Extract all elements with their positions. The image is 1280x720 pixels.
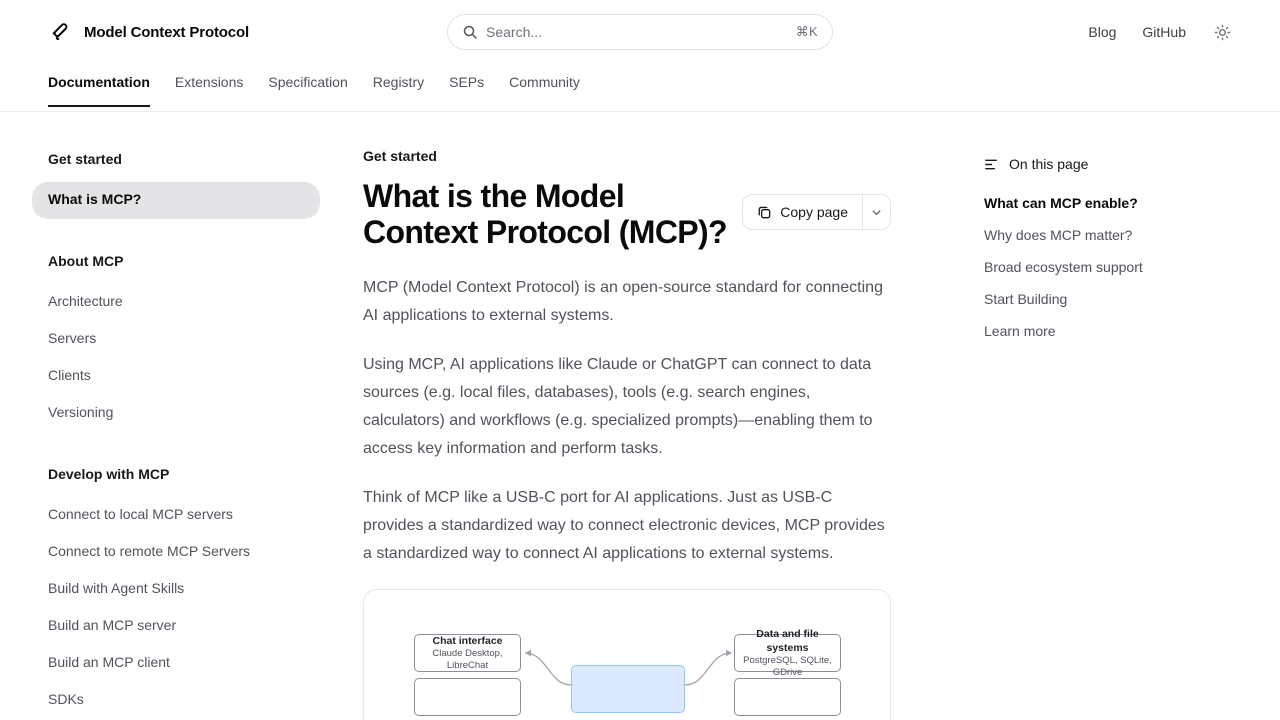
sidebar-item-connect-remote[interactable]: Connect to remote MCP Servers xyxy=(48,543,251,559)
toc-icon xyxy=(984,157,999,172)
sidebar-item-servers[interactable]: Servers xyxy=(48,330,97,346)
diagram-box-subtitle: Claude Desktop, LibreChat xyxy=(432,648,503,671)
mcp-architecture-diagram xyxy=(363,589,891,720)
copy-page-split-button xyxy=(742,194,891,230)
content-layout xyxy=(0,112,1280,720)
copy-icon xyxy=(757,205,772,220)
blog-link[interactable]: Blog xyxy=(1088,24,1117,40)
toc-title: On this page xyxy=(1009,156,1089,172)
sidebar xyxy=(32,112,320,719)
diagram-box-mcp-center xyxy=(571,665,685,713)
header-links xyxy=(1088,22,1232,42)
tab-community[interactable]: Community xyxy=(509,74,580,90)
diagram-box-cutoff-left xyxy=(414,678,521,716)
breadcrumb-eyebrow: Get started xyxy=(363,148,437,164)
paragraph-usb-c: Think of MCP like a USB-C port for AI applications. Just as USB-C provides a standardized way to connect electronic devices, MCP provides a standardized way to connect AI applications to external systems. xyxy=(363,489,885,562)
diagram-box-title: Data and file systems xyxy=(756,628,819,654)
search-box[interactable] xyxy=(447,14,833,50)
diagram-box-title: Chat interface xyxy=(432,635,503,647)
sidebar-item-agent-skills[interactable]: Build with Agent Skills xyxy=(48,580,185,596)
brand[interactable] xyxy=(48,19,249,45)
sidebar-item-build-client[interactable]: Build an MCP client xyxy=(48,654,170,670)
page-title: What is the Model Context Protocol (MCP)? xyxy=(363,178,727,250)
copy-page-button[interactable] xyxy=(743,195,862,229)
tab-documentation[interactable]: Documentation xyxy=(48,64,150,106)
github-link[interactable]: GitHub xyxy=(1142,24,1186,40)
sidebar-section-get-started: Get started xyxy=(48,151,122,167)
paragraph-intro: MCP (Model Context Protocol) is an open-source standard for connecting AI applications to external systems. xyxy=(363,279,883,324)
primary-nav xyxy=(0,64,1280,112)
sidebar-item-what-is-mcp[interactable]: What is MCP? xyxy=(32,182,320,219)
search-input[interactable] xyxy=(486,24,788,40)
sidebar-item-versioning[interactable]: Versioning xyxy=(48,404,114,420)
sidebar-section-about-mcp: About MCP xyxy=(48,253,124,269)
tab-registry[interactable]: Registry xyxy=(372,74,425,90)
chevron-down-icon xyxy=(871,207,882,218)
search-shortcut: ⌘K xyxy=(795,24,818,39)
diagram-box-cutoff-right xyxy=(734,678,841,716)
diagram-box-chat-interface xyxy=(414,634,521,672)
tab-specification[interactable]: Specification xyxy=(268,74,348,90)
search-icon xyxy=(462,24,478,40)
tab-extensions[interactable]: Extensions xyxy=(174,74,244,90)
sidebar-section-develop-with-mcp: Develop with MCP xyxy=(48,466,170,482)
sidebar-item-clients[interactable]: Clients xyxy=(48,367,91,383)
main-content xyxy=(363,112,891,720)
sidebar-item-build-server[interactable]: Build an MCP server xyxy=(48,617,177,633)
paragraph-using-mcp: Using MCP, AI applications like Claude or ChatGPT can connect to data sources (e.g. local files, databases), tools (e.g. search engines, calculators) and workflows (e.g. specialized prompts)—enabling them to access key information and perform tasks. xyxy=(363,356,873,457)
toc-item-what-can-mcp-enable[interactable]: What can MCP enable? xyxy=(984,195,1138,211)
toc-item-start-building[interactable]: Start Building xyxy=(984,291,1068,307)
toc-item-learn-more[interactable]: Learn more xyxy=(984,323,1056,339)
theme-toggle-sun-icon[interactable] xyxy=(1212,22,1232,42)
diagram-box-data-file-systems xyxy=(734,628,841,678)
on-this-page xyxy=(984,112,1254,355)
diagram-box-subtitle: PostgreSQL, SQLite, GDrive xyxy=(743,655,832,678)
toc-item-why-does-mcp-matter[interactable]: Why does MCP matter? xyxy=(984,227,1133,243)
copy-page-label: Copy page xyxy=(780,204,848,220)
sidebar-item-architecture[interactable]: Architecture xyxy=(48,293,123,309)
toc-item-broad-ecosystem-support[interactable]: Broad ecosystem support xyxy=(984,259,1143,275)
header xyxy=(0,0,1280,64)
brand-name: Model Context Protocol xyxy=(84,23,250,41)
copy-options-caret[interactable] xyxy=(862,195,890,229)
tab-seps[interactable]: SEPs xyxy=(449,74,485,90)
mcp-logo-icon xyxy=(48,19,74,45)
sidebar-item-sdks[interactable]: SDKs xyxy=(48,691,84,707)
sidebar-item-connect-local[interactable]: Connect to local MCP servers xyxy=(48,506,233,522)
